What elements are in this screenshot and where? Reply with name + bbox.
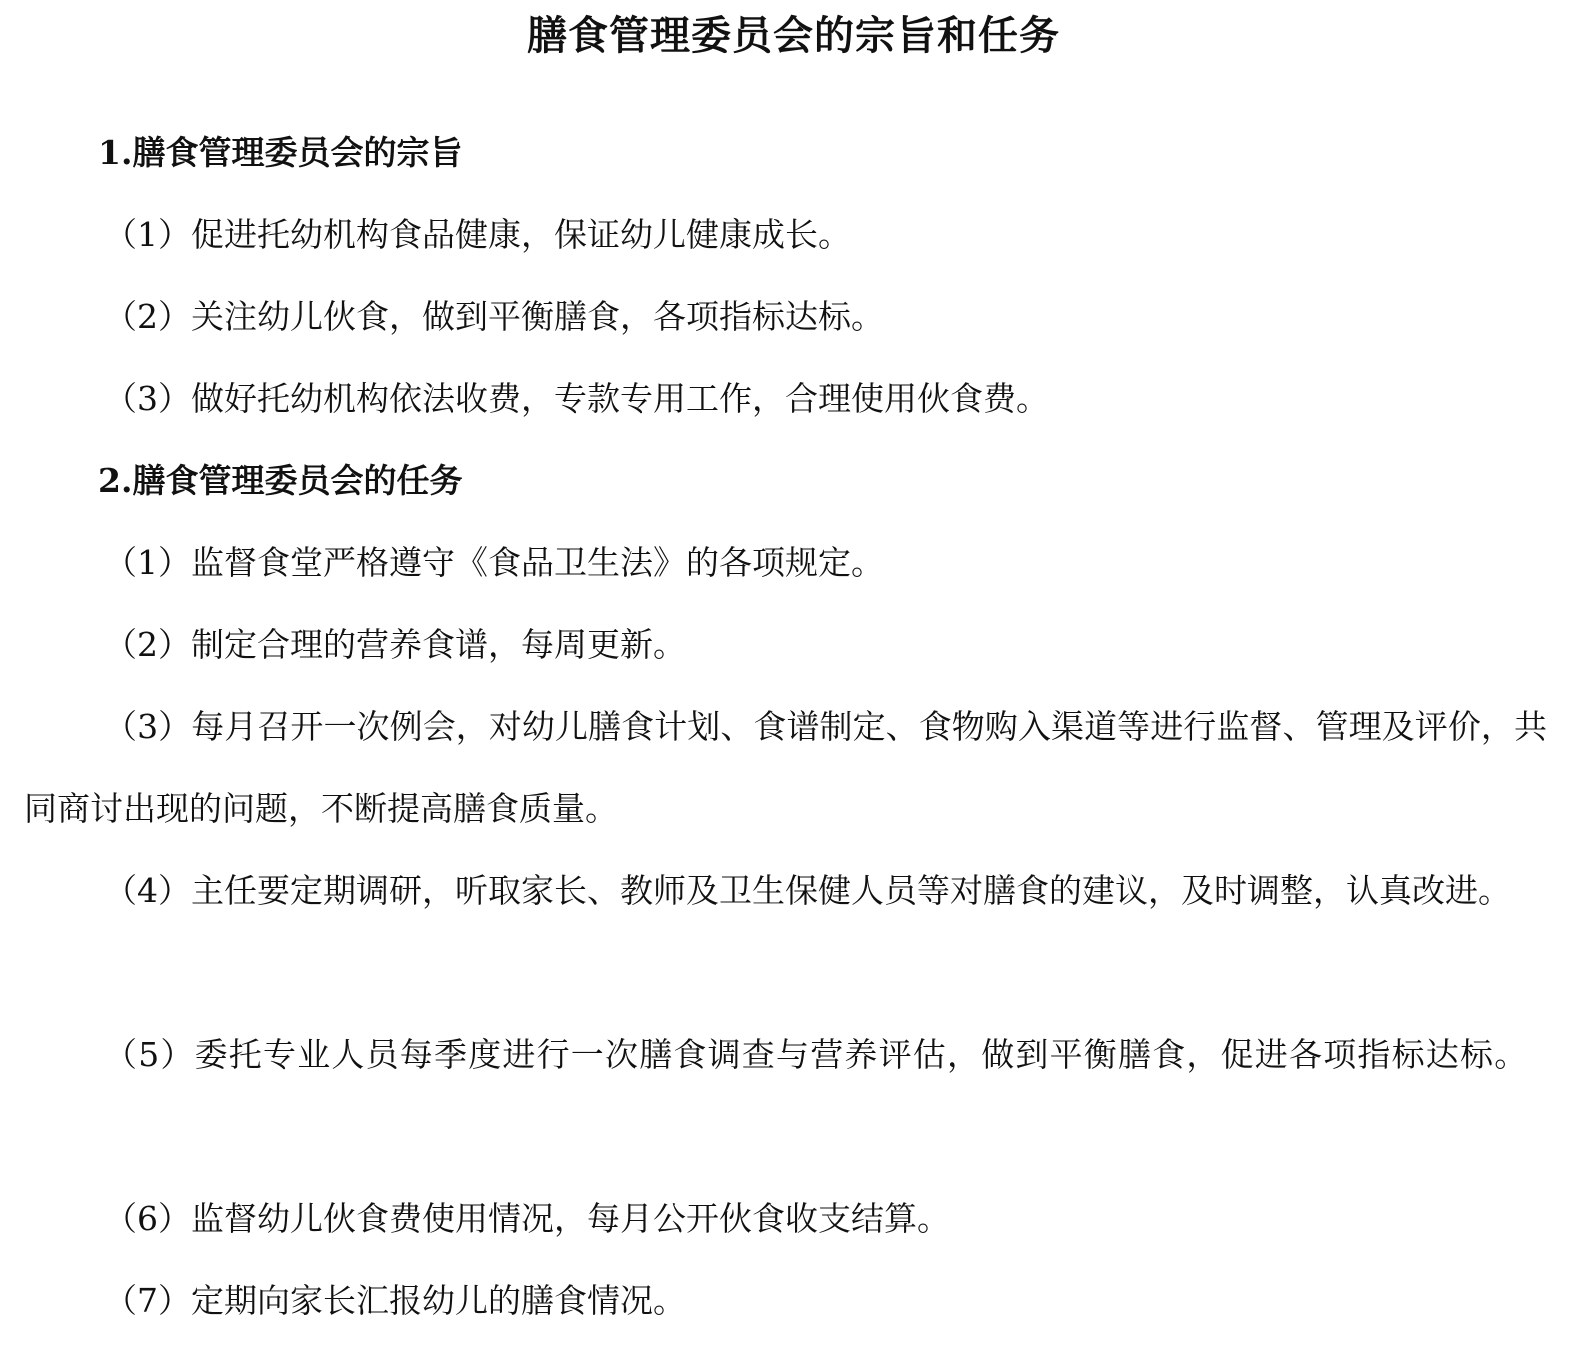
task-item-6: （6）监督幼儿伙食费使用情况，每月公开伙食收支结算。 [104,1199,950,1238]
task-item-1: （1）监督食堂严格遵守《食品卫生法》的各项规定。 [104,543,884,582]
section-heading-tasks: 2.膳食管理委员会的任务 [98,461,463,500]
task-item-2: （2）制定合理的营养食谱，每周更新。 [104,625,686,664]
task-item-3: （3）每月召开一次例会，对幼儿膳食计划、食谱制定、食物购入渠道等进行监督、管理及评价，共同商讨出现的问题，不断提高膳食质量。 [24,707,1547,828]
task-item-4: （4）主任要定期调研，听取家长、教师及卫生保健人员等对膳食的建议，及时调整，认真改进。 [104,871,1511,910]
purpose-item-2: （2）关注幼儿伙食，做到平衡膳食，各项指标达标。 [104,297,884,336]
document-title: 膳食管理委员会的宗旨和任务 [527,12,1060,59]
task-item-7: （7）定期向家长汇报幼儿的膳食情况。 [104,1281,686,1320]
task-item-5: （5）委托专业人员每季度进行一次膳食调查与营养评估，做到平衡膳食，促进各项指标达标。 [104,1035,1529,1074]
purpose-item-1: （1）促进托幼机构食品健康，保证幼儿健康成长。 [104,215,851,254]
purpose-item-3: （3）做好托幼机构依法收费，专款专用工作，合理使用伙食费。 [104,379,1049,418]
section-heading-purpose: 1.膳食管理委员会的宗旨 [98,133,463,172]
